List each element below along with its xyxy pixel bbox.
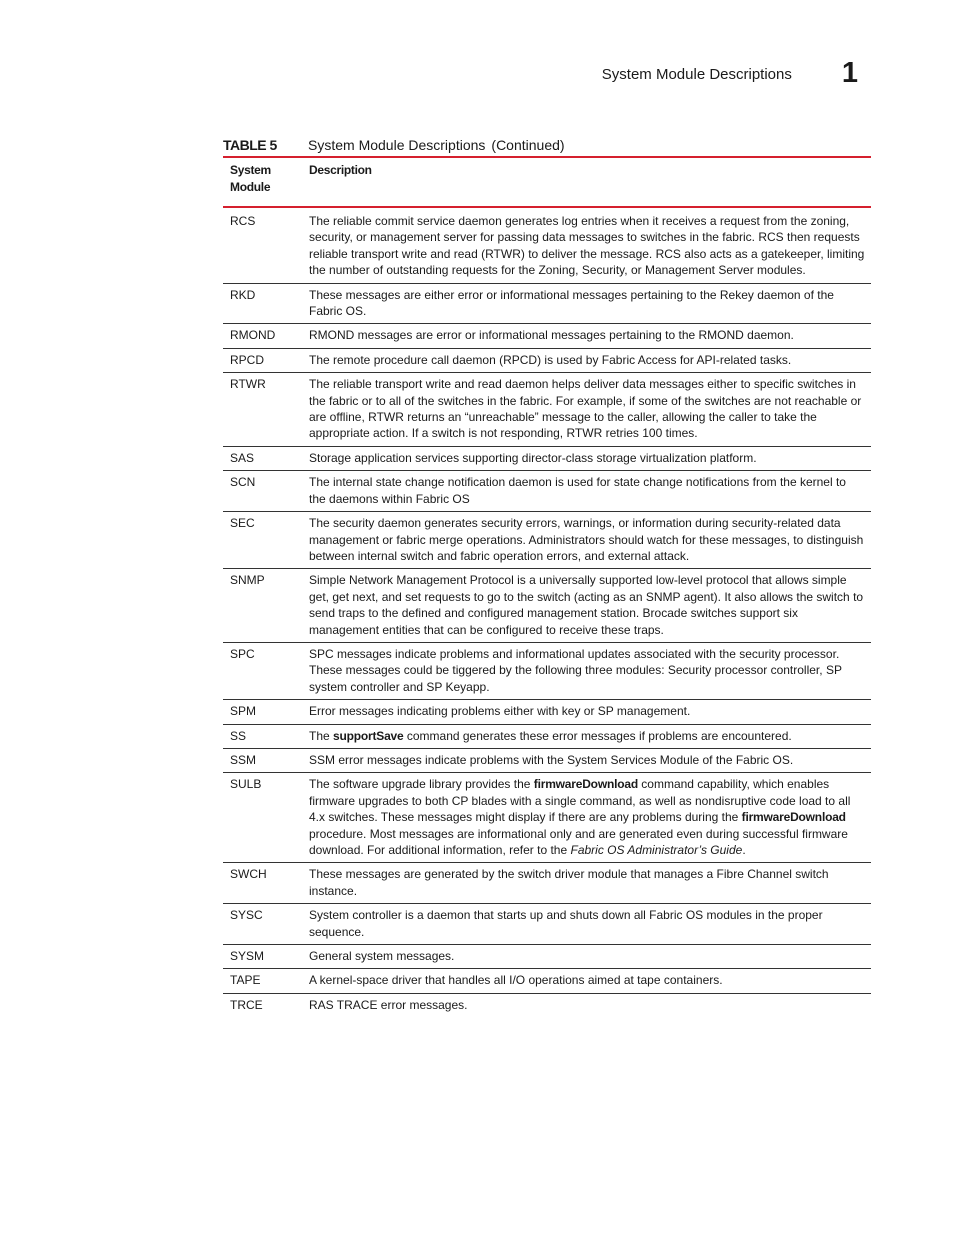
description-text: command generates these error messages if problems are encountered.	[403, 728, 792, 743]
module-cell: RPCD	[223, 348, 302, 372]
description-cell	[302, 348, 871, 372]
table-header-row	[223, 158, 871, 207]
description-text: RMOND messages are error or informational messages pertaining to the RMOND daemon.	[309, 328, 794, 343]
table-title: System Module Descriptions	[308, 137, 486, 153]
description-text: These messages are either error or informational messages pertaining to the Rekey daemon of the Fabric OS.	[309, 287, 834, 319]
doc-reference: Fabric OS Administrator’s Guide	[570, 843, 743, 857]
description-text: A kernel-space driver that handles all I/O operations aimed at tape containers.	[309, 973, 723, 988]
description-cell	[302, 373, 871, 447]
module-cell: SPC	[223, 642, 302, 699]
description-text: The software upgrade library provides the	[309, 777, 534, 792]
table-row	[223, 471, 871, 512]
table-row	[223, 373, 871, 447]
description-cell	[302, 863, 871, 904]
description-text: Simple Network Management Protocol is a universally supported low-level protocol that allows simple get, get next, and set requests to go to the switch (acting as an SNMP agent). It also allows the switch to send traps to the defined and configured management station. Brocade switches support six management entities that can be configured to receive these traps.	[309, 573, 864, 637]
description-cell	[302, 569, 871, 643]
description-text: These messages are generated by the switch driver module that manages a Fibre Channel switch instance.	[309, 867, 829, 898]
table-row	[223, 700, 871, 724]
table-row	[223, 904, 871, 945]
table-caption	[223, 134, 871, 158]
command-name: supportSave	[333, 728, 404, 743]
module-cell: SYSC	[223, 904, 302, 945]
module-cell: SULB	[223, 773, 302, 863]
description-text: System controller is a daemon that starts up and shuts down all Fabric OS modules in the proper sequence.	[309, 908, 823, 939]
table-row	[223, 348, 871, 372]
description-text: SSM error messages indicate problems with the System Services Module of the Fabric OS.	[309, 752, 794, 767]
description-cell	[302, 642, 871, 699]
description-text: Storage application services supporting director-class storage virtualization platform.	[309, 450, 757, 465]
description-cell	[302, 773, 871, 863]
column-header-module: System Module	[223, 158, 302, 207]
column-header-description: Description	[302, 158, 871, 207]
table-title-group	[308, 137, 565, 153]
module-cell: SEC	[223, 512, 302, 569]
module-cell: SCN	[223, 471, 302, 512]
description-cell	[302, 471, 871, 512]
description-text: The reliable transport write and read daemon helps deliver data messages either to specific switches in the fabric or to all of the switches in the fabric. For example, if some of the switches are not reachable or are offline, RTWR returns an “unreachable” message to the caller, allowing the caller to take the appropriate action. If a switch is not responding, RTWR retries 100 times.	[309, 377, 862, 441]
module-cell: SWCH	[223, 863, 302, 904]
module-cell: SS	[223, 724, 302, 748]
description-text: SPC messages indicate problems and informational updates associated with the security processor. These messages could be tiggered by the following three modules: Security processor controller, SP system controller and SP Keyapp.	[309, 646, 842, 694]
table-row	[223, 724, 871, 748]
description-cell	[302, 724, 871, 748]
description-cell	[302, 904, 871, 945]
module-cell: SAS	[223, 446, 302, 470]
table-row	[223, 969, 871, 993]
table-row	[223, 569, 871, 643]
table-label: TABLE 5	[223, 137, 277, 153]
table-row	[223, 993, 871, 1017]
description-cell	[302, 945, 871, 969]
description-text: The	[309, 728, 334, 743]
description-text: procedure. Most messages are informational only and are generated even during successful firmware download. For additional information, refer to the	[309, 826, 848, 857]
module-cell: SNMP	[223, 569, 302, 643]
running-header	[602, 58, 858, 88]
description-text: The security daemon generates security errors, warnings, or information during security-related data management or fabric merge operations. Administrators should watch for these messages, to distinguish between internal switch and fabric operation errors, and external attack.	[309, 516, 864, 563]
command-name: firmwareDownload	[533, 777, 638, 792]
table-row	[223, 773, 871, 863]
table-row	[223, 512, 871, 569]
running-header-title: System Module Descriptions	[601, 66, 792, 83]
description-cell	[302, 324, 871, 348]
description-cell	[302, 283, 871, 324]
description-cell	[302, 446, 871, 470]
module-cell: TRCE	[230, 997, 263, 1012]
module-cell: RMOND	[223, 324, 302, 348]
description-text: .	[742, 843, 746, 857]
description-cell	[302, 993, 871, 1017]
description-cell	[302, 207, 871, 283]
description-text: The internal state change notification daemon is used for state change notifications from the kernel to the daemons within Fabric OS	[309, 475, 846, 506]
description-text: General system messages.	[309, 949, 455, 964]
description-text: Error messages indicating problems either with key or SP management.	[309, 704, 691, 719]
table-row	[223, 863, 871, 904]
description-text: command capability, which enables firmware upgrades to both CP blades with a single command, as well as nondisruptive code load to all 4.x switches. These messages might display if there are any problems during the	[309, 777, 851, 825]
table-continued: (Continued)	[491, 137, 565, 153]
table-row	[223, 945, 871, 969]
table-row	[223, 748, 871, 772]
description-cell	[302, 512, 871, 569]
table-row	[223, 283, 871, 324]
table-row	[223, 207, 871, 283]
description-cell	[302, 969, 871, 993]
module-cell: SYSM	[223, 945, 302, 969]
module-cell: SSM	[223, 748, 302, 772]
description-cell	[302, 748, 871, 772]
table-row	[223, 324, 871, 348]
description-text: RAS TRACE error messages.	[309, 997, 468, 1012]
chapter-number: 1	[841, 57, 858, 89]
description-text: The remote procedure call daemon (RPCD) is used by Fabric Access for API-related tasks.	[309, 352, 792, 367]
description-cell	[302, 700, 871, 724]
table-row	[223, 642, 871, 699]
module-table	[223, 158, 871, 1017]
table-row	[223, 446, 871, 470]
description-text: The reliable commit service daemon generates log entries when it receives a request from the zoning, security, or management server for passing data messages to switches in the fabric. RCS then requests reliable transport write and read (RTWR) to deliver the message. RCS also acts as a gatekeeper, limiting the number of outstanding requests for the Zoning, Security, or Management Server modules.	[309, 214, 865, 278]
module-table-container	[223, 134, 871, 1017]
module-cell: RCS	[223, 207, 302, 283]
command-name: firmwareDownload	[741, 810, 846, 825]
module-cell: SPM	[223, 700, 302, 724]
module-cell: TAPE	[223, 969, 302, 993]
table-body	[223, 207, 871, 1017]
module-cell: RKD	[223, 283, 302, 324]
module-cell: RTWR	[223, 373, 302, 447]
